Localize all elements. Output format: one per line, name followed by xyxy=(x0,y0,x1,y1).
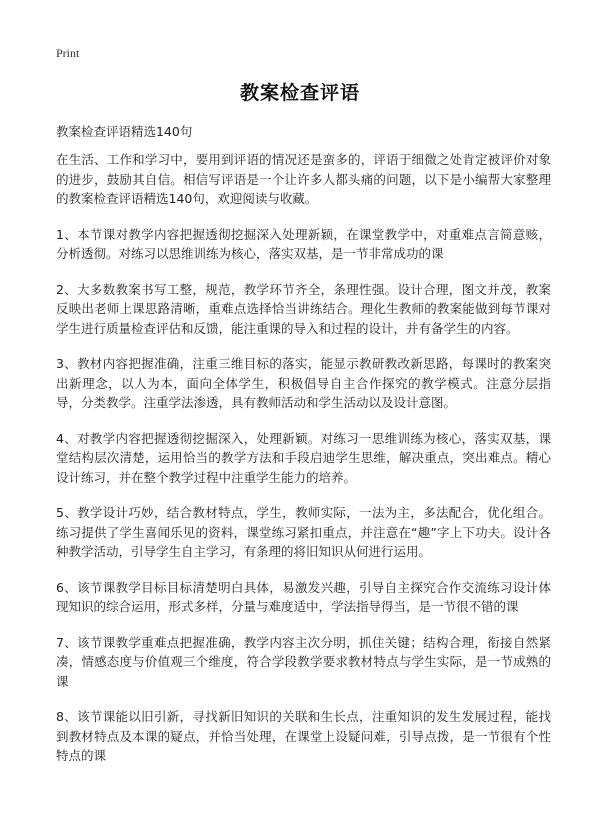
comment-paragraph-3: 3、教材内容把握准确，注重三维目标的落实，能显示教研教改新思路，每课时的教案突出新理念，以人为本，面向全体学生，积极倡导自主合作探究的教学模式。注意分层指导，分类教学。注重学法渗透，具有教师活动和学生活动以及设计意图。 xyxy=(56,356,551,410)
comment-paragraph-1: 1、本节课对教学内容把握透彻挖掘深入处理新颖，在课堂教学中，对重难点言简意赅，分析透彻。对练习以思维训练为核心，落实双基，是一节非常成功的课 xyxy=(56,226,551,261)
intro-paragraph: 在生活、工作和学习中，要用到评语的情况还是蛮多的，评语于细微之处肯定被评价对象的进步，鼓励其自信。相信写评语是一个让许多人都头痛的问题，以下是小编帮大家整理的教案检查评语精选140句，欢迎阅读与收藏。 xyxy=(56,152,551,206)
article-body xyxy=(56,150,551,782)
print-link[interactable]: Print xyxy=(56,46,80,60)
comment-paragraph-8: 8、该节课能以旧引新，寻找新旧知识的关联和生长点，注重知识的发生发展过程，能找到教材特点及本课的疑点，并恰当处理，在课堂上设疑问难，引导点拨，是一节很有个性特点的课 xyxy=(56,709,551,763)
comment-paragraph-5: 5、教学设计巧妙，结合教材特点，学生，教师实际，一法为主，多法配合，优化组合。练习提供了学生喜闻乐见的资料，课堂练习紧扣重点，并注意在“趣”字上下功夫。设计各种教学活动，引导学生自主学习，有条理的将旧知识从何进行运用。 xyxy=(56,505,551,559)
subtitle: 教案检查评语精选140句 xyxy=(56,124,193,139)
comment-paragraph-2: 2、大多数教案书写工整，规范，教学环节齐全，条理性强。设计合理，图文并茂，教案反映出老师上课思路清晰，重难点选择恰当讲练结合。理化生教师的教案能做到每节课对学生进行质量检查评估和反馈，能注重课的导入和过程的设计，并有备学生的内容。 xyxy=(56,281,551,336)
page-title: 教案检查评语 xyxy=(239,82,360,104)
comment-paragraph-6: 6、该节课教学目标目标清楚明白具体，易激发兴趣，引导自主探究合作交流练习设计体现知识的综合运用，形式多样，分量与难度适中，学法指导得当，是一节很不错的课 xyxy=(56,579,551,614)
comment-paragraph-7: 7、该节课教学重难点把握准确，教学内容主次分明，抓住关键；结构合理，衔接自然紧凑，情感态度与价值观三个维度，符合学段教学要求教材特点与学生实际，是一节成熟的课 xyxy=(56,634,551,689)
comment-paragraph-4: 4、对教学内容把握透彻挖掘深入，处理新颖。对练习一思维训练为核心，落实双基，课堂结构层次清楚，运用恰当的教学方法和手段启迪学生思维，解决重点，突出难点。精心设计练习，并在整个教学过程中注重学生能力的培养。 xyxy=(56,430,551,485)
